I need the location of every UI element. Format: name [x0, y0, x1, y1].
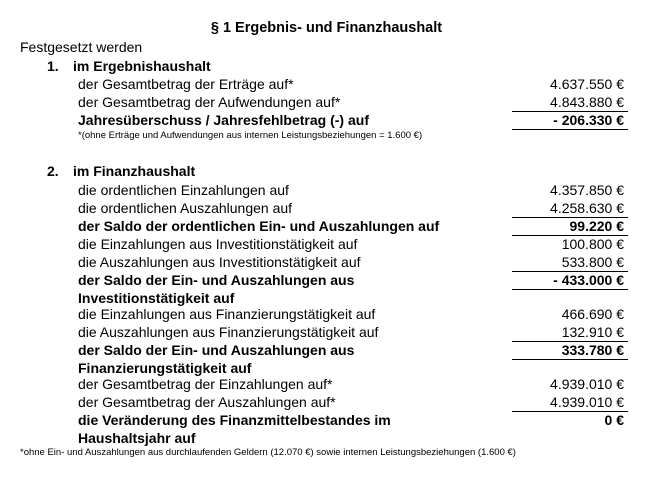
row-value: 4.357.850 € [550, 182, 624, 198]
row-value: 4.843.880 € [512, 93, 628, 112]
row-value: 100.800 € [561, 236, 624, 252]
footnote: *ohne Ein- und Auszahlungen aus durchlaufenden Geldern (12.070 €) sowie internen Leistungsbeziehungen (1.600 €) [20, 447, 516, 458]
section-ergebnis-heading [47, 58, 211, 74]
row-label: der Gesamtbetrag der Auszahlungen auf* [78, 394, 336, 410]
row-value: - 206.330 € [512, 111, 628, 130]
section-finanz-heading [47, 163, 195, 179]
row-label: der Gesamtbetrag der Einzahlungen auf* [78, 376, 333, 392]
row-value: 466.690 € [561, 306, 624, 322]
row-label: der Saldo der Ein- und Auszahlungen aus Finanzierungstätigkeit auf [78, 342, 355, 376]
row-value: 4.939.010 € [512, 393, 628, 412]
row-label: der Gesamtbetrag der Erträge auf* [78, 76, 294, 92]
row-value: 4.258.630 € [512, 199, 628, 218]
section-title: im Finanzhaushalt [73, 163, 196, 179]
row-label: die ordentlichen Einzahlungen auf [78, 182, 289, 198]
row-value: 4.939.010 € [550, 376, 624, 392]
section-number: 1. [47, 58, 59, 74]
row-value: 333.780 € [512, 341, 628, 360]
row-label: der Saldo der Ein- und Auszahlungen aus Investitionstätigkeit auf [78, 272, 355, 306]
document-title: § 1 Ergebnis- und Finanzhaushalt [210, 20, 443, 36]
row-value: 4.637.550 € [550, 76, 624, 92]
row-value: 132.910 € [512, 323, 628, 342]
ergebnis-note: *(ohne Erträge und Aufwendungen aus internen Leistungsbeziehungen = 1.600 €) [78, 130, 423, 141]
row-label: die Einzahlungen aus Investitionstätigkeit auf [78, 236, 358, 252]
row-label: der Saldo der ordentlichen Ein- und Auszahlungen auf [78, 218, 440, 234]
row-label: die ordentlichen Auszahlungen auf [78, 200, 293, 216]
section-number: 2. [47, 163, 59, 179]
row-label: die Auszahlungen aus Finanzierungstätigkeit auf [78, 324, 379, 340]
row-label: die Auszahlungen aus Investitionstätigkeit auf [78, 254, 361, 270]
row-value: 99.220 € [512, 217, 628, 236]
row-value: 533.800 € [512, 253, 628, 272]
row-label: die Veränderung des Finanzmittelbestandes im Haushaltsjahr auf [78, 412, 391, 446]
row-label: die Einzahlungen aus Finanzierungstätigkeit auf [78, 306, 376, 322]
row-label: Jahresüberschuss / Jahresfehlbetrag (-) auf [78, 112, 369, 128]
row-value: 0 € [604, 412, 624, 428]
section-title: im Ergebnishaushalt [73, 58, 211, 74]
row-value: - 433.000 € [512, 271, 628, 290]
intro-text: Festgesetzt werden [20, 39, 143, 55]
row-label: der Gesamtbetrag der Aufwendungen auf* [78, 94, 341, 110]
